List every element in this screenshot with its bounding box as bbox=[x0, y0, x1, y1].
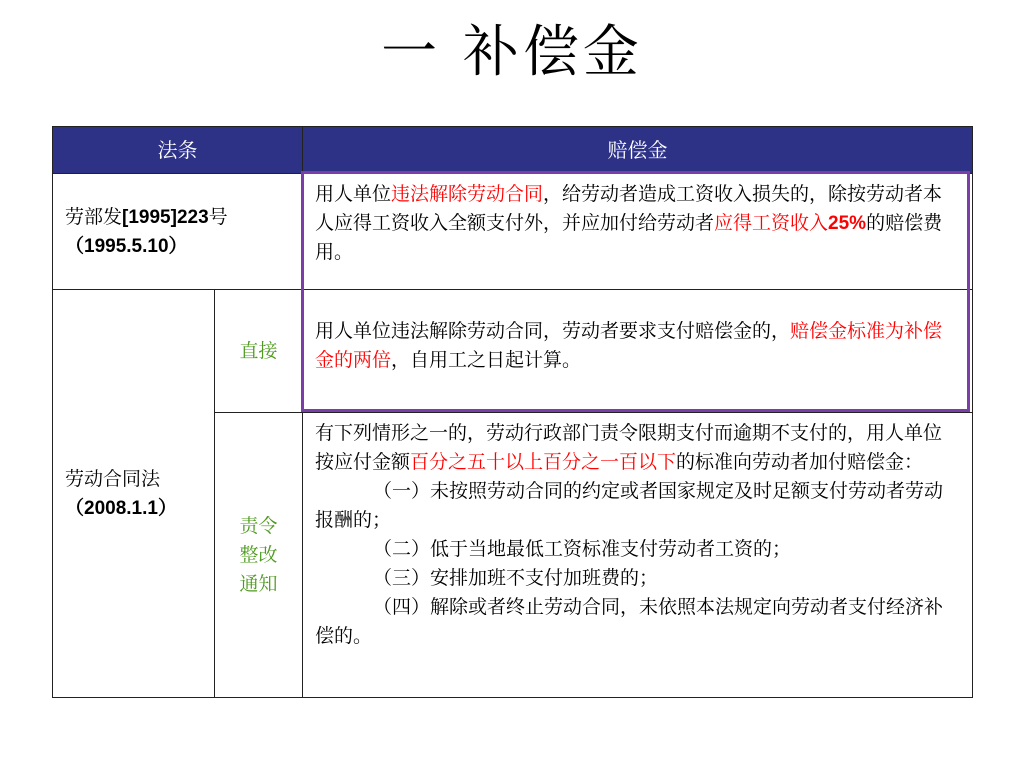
list-item bbox=[315, 593, 960, 651]
law-suffix: 号 bbox=[208, 205, 228, 228]
page-title: 一 补偿金 bbox=[381, 20, 643, 85]
law-cell-1995 bbox=[53, 174, 303, 290]
comp-text: ，给劳动者造成工资收入损失的，除按劳动者本人应得工资收入全额支付外，并应加付给劳动者 bbox=[315, 183, 943, 234]
law-name: 劳动合同法 bbox=[65, 467, 161, 490]
type-notice bbox=[215, 413, 303, 698]
type-notice-line: 责令 bbox=[239, 514, 278, 537]
table-header-row bbox=[53, 127, 973, 174]
list-item-text: （一）未按照劳动合同的约定或者国家规定及时足额支付劳动者劳动报酬的； bbox=[315, 480, 944, 531]
comp-highlight-percent: 25% bbox=[828, 213, 867, 234]
comp-highlight: 赔偿金标准为补偿金的两倍 bbox=[315, 320, 943, 371]
compensation-cell-direct bbox=[303, 290, 973, 413]
compensation-cell-1995 bbox=[303, 174, 973, 290]
comp-text: 用人单位 bbox=[315, 183, 392, 205]
table-row bbox=[53, 290, 973, 413]
comp-highlight: 百分之五十以上百分之一百以下 bbox=[410, 451, 677, 473]
list-item bbox=[315, 477, 960, 535]
comp-text: ，自用工之日起计算。 bbox=[391, 349, 582, 371]
law-cell-2008 bbox=[53, 290, 215, 698]
law-name: 劳部发 bbox=[65, 205, 123, 228]
compensation-table bbox=[52, 126, 973, 698]
list-item bbox=[315, 564, 960, 593]
header-law: 法条 bbox=[53, 127, 303, 174]
list-item bbox=[315, 535, 960, 564]
type-direct: 直接 bbox=[215, 290, 303, 413]
comp-text: 用人单位违法解除劳动合同，劳动者要求支付赔偿金的， bbox=[315, 320, 791, 342]
table-row bbox=[53, 174, 973, 290]
comp-text: 的标准向劳动者加付赔偿金： bbox=[676, 451, 924, 473]
type-notice-line: 整改 bbox=[239, 543, 278, 566]
comp-highlight: 应得工资收入 bbox=[714, 212, 829, 234]
comp-highlight: 违法解除劳动合同 bbox=[391, 183, 544, 205]
comp-text: 的赔偿费用。 bbox=[315, 212, 943, 263]
header-compensation: 赔偿金 bbox=[303, 127, 973, 174]
law-date: （1995.5.10） bbox=[65, 235, 188, 257]
list-item-text: （四）解除或者终止劳动合同，未依照本法规定向劳动者支付经济补偿的。 bbox=[315, 596, 944, 647]
list-item-text: （二）低于当地最低工资标准支付劳动者工资的； bbox=[373, 538, 792, 560]
compensation-cell-notice bbox=[303, 413, 973, 698]
law-date: （2008.1.1） bbox=[65, 497, 177, 519]
type-notice-line: 通知 bbox=[239, 572, 278, 595]
law-number: [1995]223 bbox=[122, 206, 209, 228]
list-item-text: （三）安排加班不支付加班费的； bbox=[373, 567, 659, 589]
comp-text: 有下列情形之一的，劳动行政部门责令限期支付而逾期不支付的，用人单位按应付金额 bbox=[315, 422, 943, 473]
